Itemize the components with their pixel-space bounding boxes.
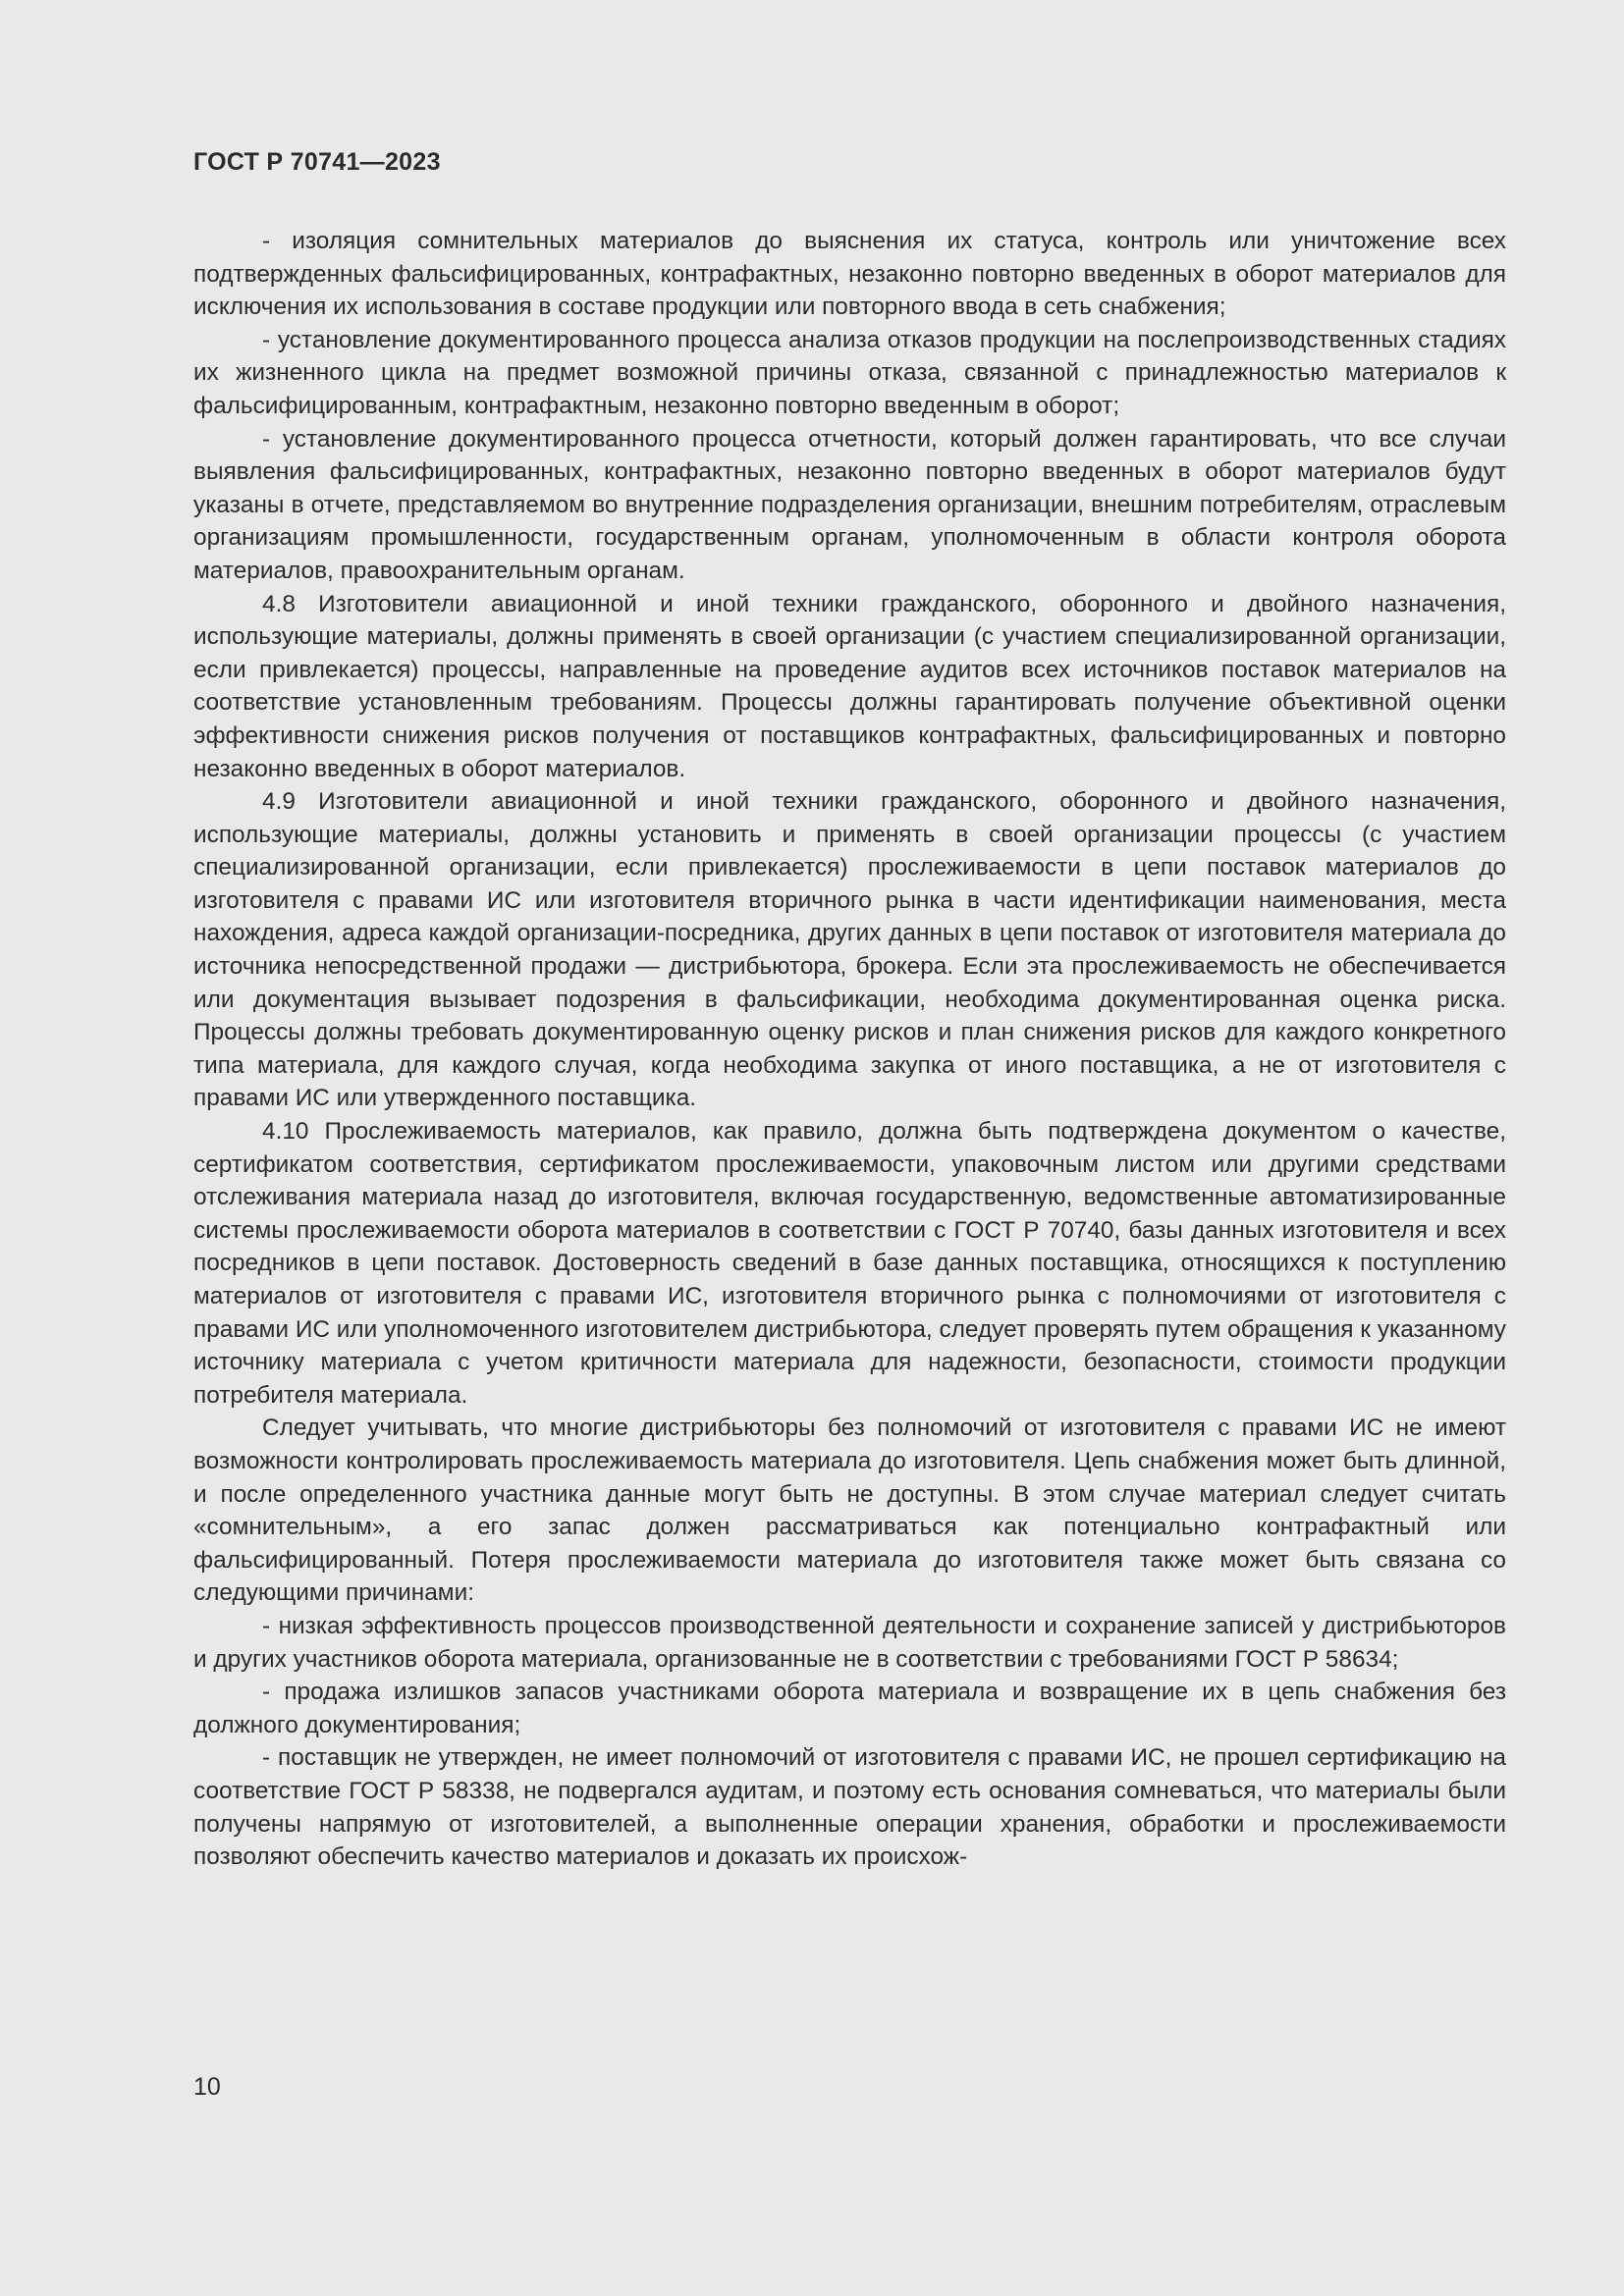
- paragraph-low-efficiency-item: - низкая эффективность процессов производственной деятельности и сохранение записей у дистрибьюторов и других участников оборота материала, организованные не в соответствии с требованиями ГОСТ Р 58634;: [193, 1612, 1506, 1673]
- paragraph-isolation-item: - изоляция сомнительных материалов до выяснения их статуса, контроль или уничтожение всех подтвержденных фальсифицированных, контрафактных, незаконно повторно введенных в оборот материалов для исключения их использования в составе продукции или повторного ввода в сеть снабжения;: [193, 228, 1506, 321]
- paragraph-unapproved-supplier-item: - поставщик не утвержден, не имеет полномочий от изготовителя с правами ИС, не прошел сертификацию на соответствие ГОСТ Р 58338, не подвергался аудитам, и поэтому есть основания сомневаться, что материалы были получены напрямую от изготовителей, а выполненные операции хранения, обработки и прослеживаемости позволяют обеспечить качество материалов и доказать их происхож-: [193, 1744, 1506, 1871]
- document-body: [193, 225, 1506, 1874]
- standard-header: ГОСТ Р 70741—2023: [193, 148, 441, 176]
- paragraph-4-9: 4.9 Изготовители авиационной и иной техники гражданского, оборонного и двойного назначения, использующие материалы, должны установить и применять в своей организации процессы (с участием специализированной организации, если привлекается) прослеживаемости в цепи поставок материалов до изготовителя с правами ИС или изготовителя вторичного рынка в части идентификации наименования, места нахождения, адреса каждой организации-посредника, других данных в цепи поставок от изготовителя материала до источника непосредственной продажи — дистрибьютора, брокера. Если эта прослеживаемость не обеспечивается или документация вызывает подозрения в фальсификации, необходима документированная оценка риска. Процессы должны требовать документированную оценку рисков и план снижения рисков для каждого конкретного типа материала, для каждого случая, когда необходима закупка от иного поставщика, а не от изготовителя с правами ИС или утвержденного поставщика.: [193, 788, 1506, 1112]
- paragraph-failure-analysis-item: - установление документированного процесса анализа отказов продукции на послепроизводственных стадиях их жизненного цикла на предмет возможной причины отказа, связанной с принадлежностью материалов к фальсифицированным, контрафактным, незаконно повторно введенным в оборот;: [193, 326, 1506, 419]
- paragraph-reporting-item: - установление документированного процесса отчетности, который должен гарантировать, что все случаи выявления фальсифицированных, контрафактных, незаконно повторно введенных в оборот материалов будут указаны в отчете, представляемом во внутренние подразделения организации, внешним потребителям, отраслевым организациям промышленности, государственным органам, уполномоченным в области контроля оборота материалов, правоохранительным органам.: [193, 425, 1506, 584]
- paragraph-4-8: 4.8 Изготовители авиационной и иной техники гражданского, оборонного и двойного назначения, использующие материалы, должны применять в своей организации (с участием специализированной организации, если привлекается) процессы, направленные на проведение аудитов всех источников поставок материалов на соответствие установленным требованиям. Процессы должны гарантировать получение объективной оценки эффективности снижения рисков получения от поставщиков контрафактных, фальсифицированных и повторно незаконно введенных в оборот материалов.: [193, 590, 1506, 782]
- paragraph-surplus-sale-item: - продажа излишков запасов участниками оборота материала и возвращение их в цепь снабжения без должного документирования;: [193, 1679, 1506, 1738]
- paragraph-4-10: 4.10 Прослеживаемость материалов, как правило, должна быть подтверждена документом о качестве, сертификатом соответствия, сертификатом прослеживаемости, упаковочным листом или другими средствами отслеживания материала назад до изготовителя, включая государственную, ведомственные автоматизированные системы прослеживаемости оборота материалов в соответствии с ГОСТ Р 70740, базы данных изготовителя и всех посредников в цепи поставок. Достоверность сведений в базе данных поставщика, относящихся к поступлению материалов от изготовителя с правами ИС, изготовителя вторичного рынка с полномочиями от изготовителя с правами ИС или уполномоченного изготовителем дистрибьютора, следует проверять путем обращения к указанному источнику материала с учетом критичности материала для надежности, безопасности, стоимости продукции потребителя материала.: [193, 1118, 1506, 1409]
- paragraph-distributors-note: Следует учитывать, что многие дистрибьюторы без полномочий от изготовителя с правами ИС не имеют возможности контролировать прослеживаемость материала до изготовителя. Цепь снабжения может быть длинной, и после определенного участника данные могут быть не доступны. В этом случае материал следует считать «сомнительным», а его запас должен рассматриваться как потенциально контрафактный или фальсифицированный. Потеря прослеживаемости материала до изготовителя также может быть связана со следующими причинами:: [193, 1415, 1506, 1607]
- page-number: 10: [193, 2073, 221, 2101]
